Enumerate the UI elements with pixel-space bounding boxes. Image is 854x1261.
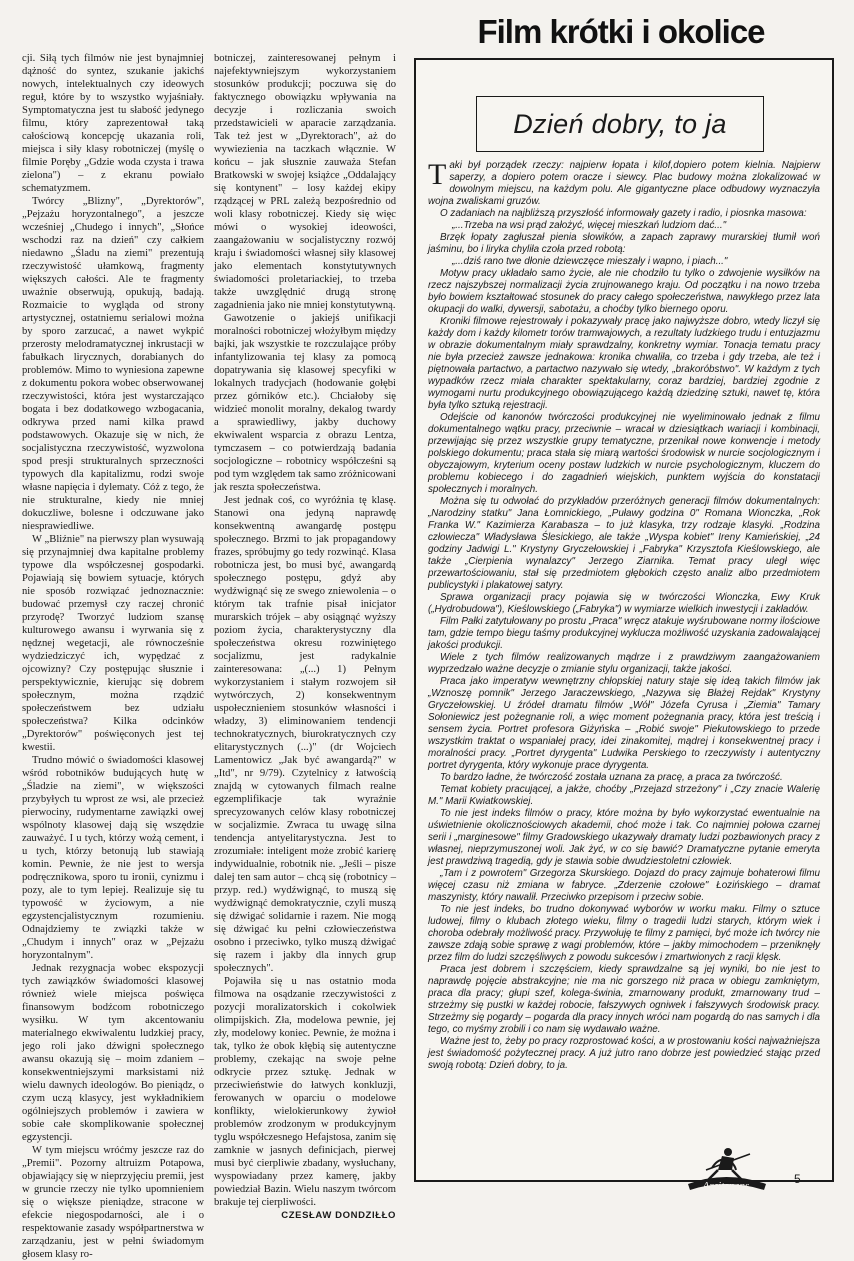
boxed-article [414, 58, 834, 1182]
boxed-article-paragraph: Temat kobiety pracującej, a jakże, choćby „Przejazd strzeżony" i „Czy znacie Walerię M." Marii Kwiatkowskiej. [428, 784, 820, 807]
logo-text: Arcitenens [702, 1180, 750, 1192]
boxed-article-paragraph: To nie jest indeks filmów o pracy, które można by było wykorzystać ewentualnie na uświetnienie okolicznościowych akademii, choć może i tak. Co najmniej połowa czarnej serii i „marginesowe" filmy Gradowskiego ukazywały dramaty ludzi pozbawionych pracy z własnej, nieprzymuszonej woli. Jak żyć, w co się bawić? Dramatyczne pytanie emeryta jest prawdziwą tragedią, gdy je stawia sobie dwudziestoletni człowiek. [428, 808, 820, 867]
archer-logo-icon [678, 1140, 774, 1196]
author-signature: CZESŁAW DONDZIŁŁO [281, 1210, 396, 1221]
middle-column-paragraph: Pojawiła się u nas ostatnio moda filmowa na osądzanie rzeczywistości z pozycji moralizatorskich i cokolwiek olimpijskich. Zła, modelowa pewnie, jej zły, modelowy koniec. Pewnie, że można i tak, tylko że obok kłębią się autentyczne problemy, czekając na swoje pełne odkrycie przez sztukę. Jednak w przeciwieństwie do łatwych konkluzji, ferowanych w oparciu o modelowe konflikty, wielokierunkowy żywioł problemów zrodzonym w produkcyjnym tyglu współczesnego Hefajstosa, zanim się zamknie w jasnych definicjach, pierwej musi być cierpliwie zbadany, wysłuchany, wyspowiadany przez kamerę, jakby powiedział Bazin. Wielu naszym twórcom brakuje tej cierpliwości. [214, 976, 396, 1208]
left-column-paragraph: cji. Siłą tych filmów nie jest bynajmniej dążność do syntez, szukanie jakichś nowych, intelektualnych czy ideowych reguł, które by to wszystko wyjaśniały. Symptomatyczna jest tu słabość jedynego filmu, który zaprezentował taką całościową koncepcję ukazania roli, miejsca i siły klasy robotniczej (myślę o filmie Poręby „Gdzie woda czysta i trawa zielona") – z ekranu powiało schematyzmem. [22, 53, 204, 194]
left-column-paragraph: Jednak rezygnacja wobec ekspozycji tych zawiązków świadomości klasowej również wiele miejsca poświęca finansowym bodźcom robotniczego wysiłku. W tym akcentowaniu materialnego ekwiwalentu ludzkiej pracy, jego roli jako dźwigni społecznego awansu okazują się – moim zdaniem – konsekwentniejszymi marksistami niż wielu dawnych ideologów. Bo pieniądz, o czym uczą klasycy, jest wykładnikiem ogólniejszych problemów i zawiera w sobie całe skomplikowanie społecznej egzystencji. [22, 963, 204, 1143]
left-column-paragraph: W tym miejscu wróćmy jeszcze raz do „Premii". Pozorny altruizm Potapowa, objawiający się w nieprzyjęciu premii, jest w gruncie rzeczy nie tylko upomnieniem się o większe pieniądze, stracone w efekcie niegospodarności, ale i o respektowanie zasady współpartnerstwa w zarządzaniu, jest w pełni świadomym głosem klasy ro- [22, 1145, 204, 1260]
boxed-article-paragraph: Sprawa organizacji pracy pojawia się w twórczości Wionczka, Ewy Kruk („Hydrobudowa"), Kieślowskiego („Fabryka") w wymiarze wielkich inwestycji i zakładów. [428, 592, 820, 615]
middle-column-paragraph: Gawotzenie o jakiejś unifikacji moralności robotniczej włożyłbym między bajki, jak wszystkie te rozczulające próby infantylizowania tej klasy za pomocą dopatrywania się klasowej specyfiki w lokalnych tradycjach (hodowanie gołębi przez górników etc.). Chciałoby się widzieć monolit moralny, dekalog twardy a sprawiedliwy, jakby duchowy ekwiwalent wsparcia z obrazu Lentza, tymczasem – co potwierdzają badania socjologiczne – robotnicy współcześni są pod tym względem tak samo zróżnicowani jak reszta społeczeństwa. [214, 313, 396, 493]
headline-frame [476, 96, 764, 152]
left-column-paragraph: W „Bliźnie" na pierwszy plan wysuwają się przynajmniej dwa kapitalne problemy typowe dla współczesnej gospodarki. Pojawiają się bowiem sytuacje, których nie sposób rozwiązać jednoznacznie: budować przemysł czy raczej chronić przyrodę? Tworzyć ludziom szansę kulturowego awansu i wyrwania się z nędznej wegetacji, ale równocześnie wydziedziczyć ich, wypędzać z ojcowizny? Czy postępując słusznie i perspektywicznie, kierując się dobrem społecznym, można rządzić społeczeństwem bez udziału społeczeństwa? Kilka odcinków „Dyrektorów" poświęconych jest tej kwestii. [22, 534, 204, 753]
boxed-article-paragraph: „Tam i z powrotem" Grzegorza Skurskiego. Dojazd do pracy zajmuje bohaterowi filmu więcej czasu niż zmiana w fabryce. „Zderzenie czołowe" Łozińskiego – dramat maszynisty, który nawalił. Przeciwko przepisom i przeciw sobie. [428, 868, 820, 903]
boxed-article-paragraph: Film Pałki zatytułowany po prostu „Praca" wręcz atakuje wyśrubowane normy ilościowe tam, gdzie tempo biegu taśmy produkcyjnej wyklucza możliwość uzyskania zadowalającej jakości produkcji. [428, 616, 820, 651]
boxed-article-paragraph: Kroniki filmowe rejestrowały i pokazywały pracę jako najwyższe dobro, wtedy liczył się każdy dom i każdy kilometr torów tramwajowych, a rezultaty ludzkiego trudu i entuzjazmu w obrazie dokumentalnym miały sprawdzalny, konkretny wymiar. Tonacja tematu pracy nie była przecież zawsze jednakowa: kronika chwaliła, co trzeba i gdy trzeba, ale też i piętnowała partactwo, a partactwo nazywało się wtedy, „brakoróbstwo". W każdym z tych wypadków rzecz miała charakter spektakularny, coraz bardziej, bardziej zgodnie z wymogami nurtu produkcyjnego obowiązującego każdą dziedzinę sztuki, nawet tę, która była tylko sztuką rejestracji. [428, 316, 820, 411]
left-column-paragraph: Twórcy „Blizny", „Dyrektorów", „Pejzażu horyzontalnego", a jeszcze wcześniej „Chudego i innych", „Słońce wschodzi raz na dzień" czy całkiem niedawno „Śladu na ziemi" prezentują rzeczywistość ułamkową, fragmenty większych całości. Ale te fragmenty uważnie obserwują, opukują, badają. Rozmaicie to wygląda od strony artystycznej, ostatniemu serialowi można by sporo zarzucać, a nawet wykpić przerosty melodramatycznej inkrustacji w fabułkach lirycznych, dorabianych do problemów. Mimo to wyniesiona zapewne z dokumentu pokora wobec obserwowanej rzeczywistości, która jest wystarczająco bogata i bez dodatkowego wzbogacania, odkrywa przed nami kilka prawd podstawowych. Okazuje się w nich, że socjalistyczna rzeczywistość, wyzwolona spod presji strukturalnych sprzeczności typowych dla kapitalizmu, rodzi swoje własne napięcia i dylematy. Cóż z tego, że nie strukturalne, kiedy nie mniej dokuczliwe, bolesne i odczuwane jako niesprawiedliwe. [22, 196, 204, 532]
boxed-article-paragraph: „...dziś rano twe dłonie dziewczęce mieszały i wapno, i piach..." [452, 256, 728, 267]
article-column-middle [214, 52, 396, 1221]
boxed-article-paragraph: Można się tu odwołać do przykładów przeróżnych generacji filmów dokumentalnych: „Narodziny statku" Jana Łomnickiego, „Puławy godzina 0" Romana Wionczka, „Rok Franka W." Kazimierza Karabasza – to już klasyka, trzy rodzaje klasyki. „Rodzina człowiecza" Władysława Ślesickiego, ale także „Wyspa kobiet" Ireny Kamieńskiej, „24 godziny Jadwigi L." Krystyny Gryczełowskiej i „Fabryka" Krzysztofa Kieślowskiego, ale także „Cierpienia wynalazcy" Jerzego Ziarnika. Temat pracy uległ więc przewartościowaniu, stał się przedmiotem głębokich często analiz albo przedmiotem publicystyki i plakatowej satyry. [428, 496, 820, 591]
boxed-article-paragraph: Odejście od kanonów twórczości produkcyjnej nie wyeliminowało jednak z filmu dokumentalnego wątku pracy, przeciwnie – wracał w dziesiątkach wariacji i kombinacji, przewijając się przez wszystkie grupy tematyczne, przenikał nowe konwencje i metody polskiego dokumentu; praca stała się miarą wartości środowisk w nurcie socjologicznym i obyczajowym, kryterium oceny postaw ludzkich w nurcie psychologicznym, kluczem do problemu kobiecego i do zagadnień wiejskich, punktem wyjścia do konstatacji społecznych i moralnych. [428, 412, 820, 495]
boxed-article-paragraph: „...Trzeba na wsi prąd założyć, więcej mieszkań ludziom dać..." [452, 220, 727, 231]
boxed-article-paragraph: Motyw pracy układało samo życie, ale nie chodziło tu tylko o zdwojenie wysiłków na rzecz najszybszej normalizacji życia zrujnowanego kraju. Od początku i na nowo trzeba było bowiem kształtować stosunek do pracy całego społeczeństwa, nawykłego przez lata okupacji do walki, dywersji, sabotażu, a choćby tylko biernego oporu. [428, 268, 820, 315]
boxed-article-paragraph: To nie jest indeks, bo trudno dokonywać wyborów w worku maku. Filmy o sztuce ludowej, filmy o klubach złotego wieku, filmy o tragedii ludzi starych, którym wiek i choroba odebrały możliwość pracy. Przywołuję te filmy z pamięci, być może ich twórcy nie zawsze zdają sobie sprawę z wagi problemów, które – jakby mimochodem – przeniknęły przez film do ludzi szczęśliwych z powodu sukcesów i zmartwionych z racji klęsk. [428, 904, 820, 963]
boxed-article-paragraph: Praca jako imperatyw wewnętrzny chłopskiej natury staje się ideą takich filmów jak „Wznoszę pomnik" Jerzego Jaraczewskiego, „Nazywa się Błażej Rejdak" Krystyny Gryczełowskiej. U źródeł dramatu filmów „Wół" Józefa Cyrusa i „Ziemia" Tamary Sołoniewicz jest pożegnanie roli, a więc moment pożegnania pracy, która jest treścią i sensem życia. Portret profesora Giżyńska – „Robić swoje" Piekutowskiego to przede wszystkim traktat o wspaniałej pracy, idei zinakomitej, mądrej i konsekwentnej pracy i moralności pracy. „Portret dyrygenta" Ludwika Perskiego to rzeczywisty i autentyczny portret dyrygenta, który wykonuje prace dyrygenta. [428, 676, 820, 771]
boxed-article-paragraph: Brzęk łopaty zagłuszał pienia słowików, a zapach zaprawy murarskiej tłumił woń jaśminu, bo i liryka chyliła czoła przed robotą: [428, 232, 820, 255]
article-column-left [22, 52, 204, 1260]
boxed-article-paragraph: Wiele z tych filmów realizowanych mądrze i z prawdziwym zaangażowaniem wyprzedzało ważne decyzje o zmianie stylu organizacji, także jakości. [428, 652, 820, 675]
boxed-article-paragraph [428, 160, 820, 208]
section-title: Film krótki i okolice [477, 13, 765, 50]
boxed-article-paragraph: Praca jest dobrem i szczęściem, kiedy sprawdzalne są jej wyniki, bo nie jest to naprawdę pojęcie abstrakcyjne; nie ma nic gorszego niż praca w obiegu zamkniętym, praca dla pracy; głupi szef, kolega-świnia, zmarnowany produkt, zmarnowany trud – strzeżmy się pustki w każdej robocie, fałszywych ogniwek i fałszywych środowisk pracy. Strzeżmy się pogardy – pogarda dla pracy innych wróci nam pogardą do nas samych i dla tego, co myśmy zrobili i co nam się wydawało ważne. [428, 964, 820, 1035]
boxed-article-paragraph: To bardzo ładne, że twórczość została uznana za pracę, a praca za twórczość. [440, 772, 783, 783]
boxed-article-paragraph: Ważne jest to, żeby po pracy rozprostować kości, a w prostowaniu kości najważniejsza jest świadomość pożytecznej pracy. A już jutro rano dobrze jest powiedzieć stając przed swoją robotą: Dzień dobry, to ja. [428, 1036, 820, 1071]
article-headline: Dzień dobry, to ja [513, 108, 727, 139]
first-paragraph-text: aki był porządek rzeczy: najpierw łopata i kilof,dopiero potem kielnia. Najpierw saperzy, a dopiero potem oracze i siewcy. Plac budowy można zlokalizować w dowolnym miejscu, na każdym polu. Ale gigantyczne place odbudowy wyznaczyła wojna zwaliskami gruzów. [428, 160, 820, 207]
boxed-article-paragraph: O zadaniach na najbliższą przyszłość informowały gazety i radio, i piosnka masowa: [440, 208, 807, 219]
page-number: 5 [794, 1172, 801, 1186]
boxed-article-body [428, 160, 820, 1130]
middle-column-paragraph: botniczej, zainteresowanej pełnym i najefektywniejszym wykorzystaniem stosunków produkcji; poczuwa się do faktycznego obowiązku wpływania na decyzje i rozliczania swoich przedstawicieli w aparacie zarządzania. Tak też jest w „Dyrektorach", aż do wywiezienia na taczkach włącznie. W końcu – jak słusznie zauważa Stefan Bratkowski w swojej książce „Oddalający się kontynent" – losy każdej ekipy rządzącej w PRL zależą bezpośrednio od woli klasy robotniczej. Kiedy się więc mówi o wysokiej ideowości, zaangażowaniu w socjalistyczny rozwój kraju i świadomości własnej siły klasowej jako elementach konstytutywnych świadomości proletariackiej, to trzeba także uwzględnić drugą stronę zagadnienia jako nie mniej konstytutywną. [214, 53, 396, 311]
drop-cap: T [428, 158, 447, 191]
middle-column-paragraph: Jest jednak coś, co wyróżnia tę klasę. Stanowi ona jedyną naprawdę konsekwentną awangardę postępu społecznego. Brzmi to jak propagandowy frazes, spróbujmy go tedy rozwinąć. Klasa robotnicza jest, bo musi być, awangardą społecznego postępu, gdyż aby wydźwignąć się ze swego zniewolenia – o którym tak trafnie pisał inicjator murarskich trójek – aby osiągnąć wyższy poziom życia, charakterystyczny dla społeczeństwa okresu rozwiniętego socjalizmu, jest radykalnie zainteresowana: „(...) 1) Pełnym wykorzystaniem i stałym rozwojem sił wytwórczych, 2) konsekwentnym uspołecznieniem stosunków własności i władzy, 3) eliminowaniem tendencji technokratycznych, biurokratycznych czy elitarystycznych (...)" (dr Wojciech Lamentowicz „Jak być awangardą?" w „Itd", nr 9/79). Czytelnicy z łatwością znajdą w cytowanych filmach realne egzemplifikacje tak wyraźnie sprecyzowanych celów klasy robotniczej w socjalizmie. Zwraca tu uwagę silna tendencja antyelitarystyczna. Jest to zrozumiałe: inteligent może zrobić karierę indywidualnie, robotnik nie. „Jeśli – pisze dalej ten sam autor – chcą się (robotnicy – przyp. red.) wydźwignąć, to muszą się wydźwignąć demokratycznie, czyli muszą się dźwigać solidarnie i razem. Nie mogą się dźwigać ku pełni człowieczeństwa osobno i przeciwko, tylko muszą dźwigać się razem i jakby dla innych grup społecznych". [214, 495, 396, 974]
left-column-paragraph: Trudno mówić o świadomości klasowej wśród robotników budujących hutę w „Śladzie na ziemi", w większości przybyłych tu wprost ze wsi, ale przecież pierwociny, rudymentarne zawiązki owej wspólnoty klasowej dają się wszędzie zauważyć. I u tych, którzy wożą cement, i u tych, którzy betonują lub stawiają komin. Pewnie, że nie jest to wersja podręcznikowa, sporo tu ironii, cynizmu i pozy, ale to tym lepiej. Realizuje się tu typowość w życiowym, a nie egzystencjalistycznym rozumieniu. Odnajdziemy te związki także w „Chudym i innych" oraz w „Pejzażu horyzontalnym". [22, 755, 204, 961]
